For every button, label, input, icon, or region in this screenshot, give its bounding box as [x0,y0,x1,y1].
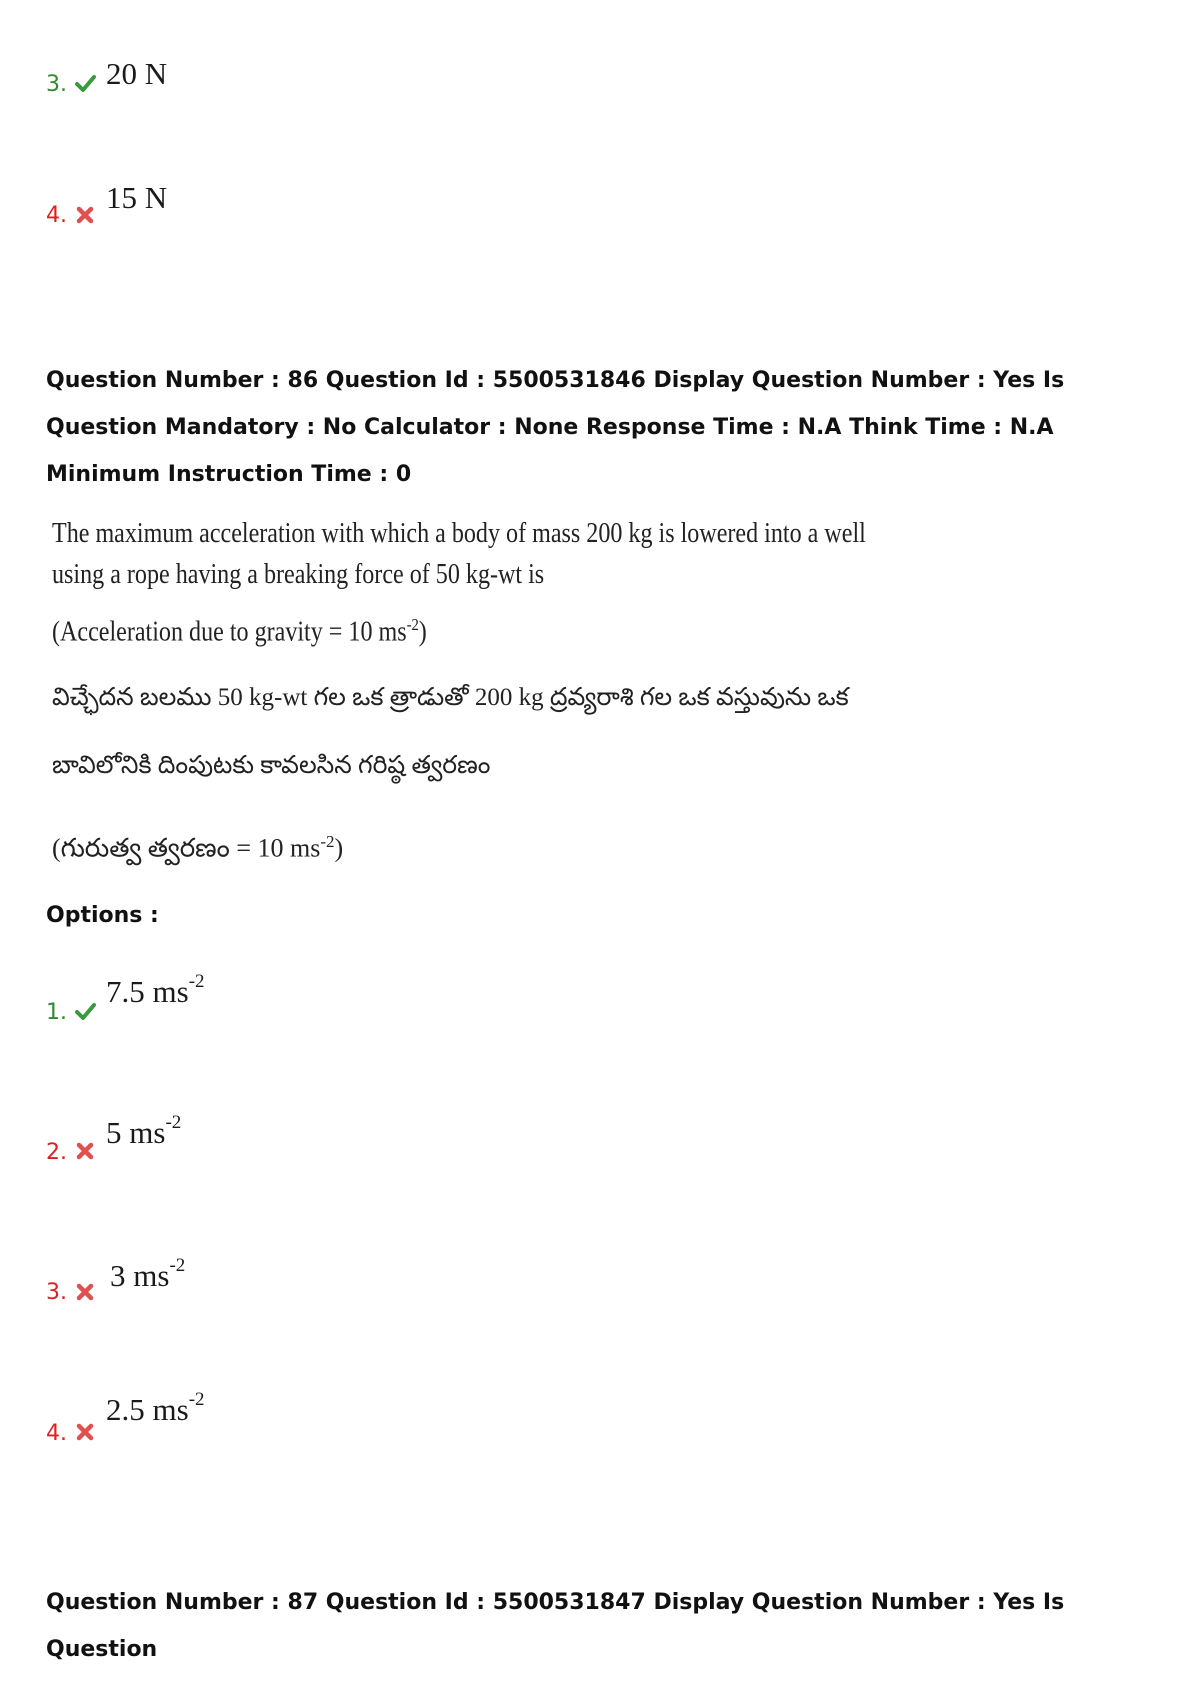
option-number: 3. [46,72,67,97]
question-meta: Question Number : 87 Question Id : 5500531847 Display Question Number : Yes Is Question [46,1590,1065,1662]
option-number: 3. [46,1280,67,1305]
option-number: 1. [46,1000,67,1025]
option-value: 3 $ms^{-2}$ [110,1254,186,1293]
cross-icon [74,1281,96,1303]
question-meta: Question Number : 86 Question Id : 5500531846 Display Question Number : Yes Is Question Mandatory : No Calculator : None Response Time : N.A Think Time : N.A Minimum Instruction Time : 0 [46,368,1065,487]
option-value: 20 N [106,56,168,91]
question-text-en-line1: The maximum acceleration with which a body of mass 200 kg is lowered into a well [52,518,866,549]
question-text-en-line3: (Acceleration due to gravity = 10 $ms^{-2}$) [52,615,427,648]
cross-icon [74,204,96,226]
option-number: 4. [46,203,67,228]
question-text-te-line1: విచ్ఛేదన బలము 50 kg-wt గల ఒక త్రాడుతో 200 kg ద్రవ్యరాశి గల ఒక వస్తువును ఒక [52,684,849,711]
option-value: 7.5 $ms^{-2}$ [106,970,205,1009]
cross-icon [74,1421,96,1443]
option-value: 5 $ms^{-2}$ [106,1111,182,1150]
option-number: 2. [46,1140,67,1165]
option-number: 4. [46,1421,67,1446]
question-text-te-line3: (గురుత్వ త్వరణం = 10 $ms^{-2}$) [52,832,344,863]
question-text-te-line2: బావిలోనికి దింపుటకు కావలసిన గరిష్ఠ త్వరణం [52,752,491,779]
options-label: Options : [46,903,159,928]
check-icon [74,1000,96,1022]
question-text-en-line2: using a rope having a breaking force of 50 kg-wt is [52,559,545,590]
option-value: 2.5 $ms^{-2}$ [106,1388,205,1427]
cross-icon [74,1140,96,1162]
option-value: 15 N [106,180,168,215]
check-icon [74,72,96,94]
